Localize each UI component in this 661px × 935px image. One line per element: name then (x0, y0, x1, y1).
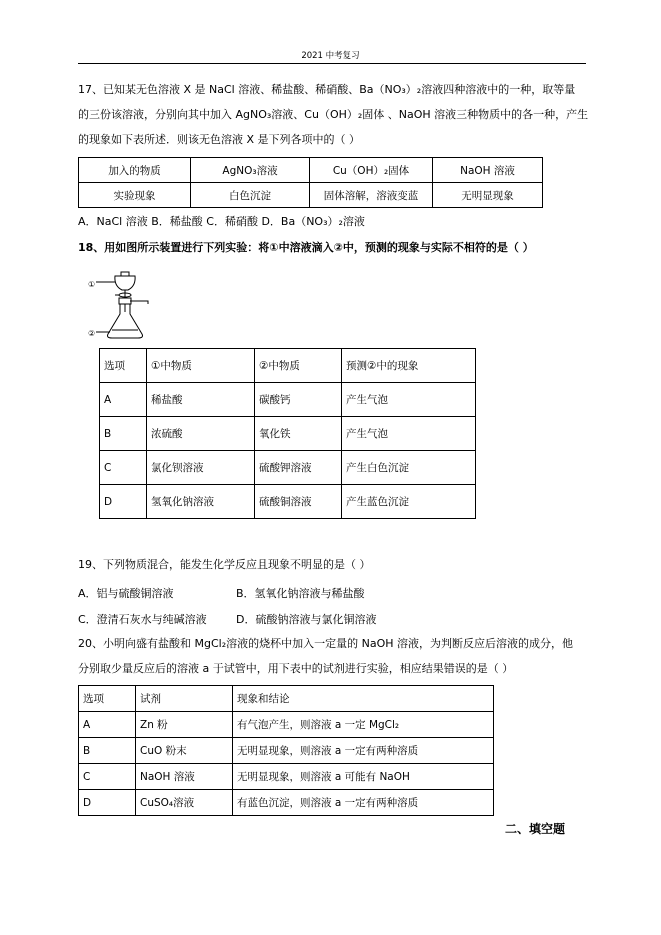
section-title: 二、填空题 (505, 822, 566, 836)
table-cell: 氧化铁 (255, 417, 342, 451)
table-cell: 产生气泡 (342, 383, 476, 417)
table-cell: AgNO₃溶液 (191, 158, 310, 183)
table-cell: Zn 粉 (136, 712, 233, 738)
table-cell: 有气泡产生，则溶液 a 一定 MgCl₂ (233, 712, 494, 738)
q19-option-d: D．硫酸钠溶液与氯化铜溶液 (236, 613, 377, 626)
table-cell: 白色沉淀 (191, 183, 310, 208)
table-row (79, 790, 494, 816)
table-row (79, 686, 494, 712)
q18-table (99, 348, 476, 519)
table-cell: ②中物质 (255, 349, 342, 383)
label-circle-2: ② (88, 329, 96, 338)
table-cell: 选项 (100, 349, 147, 383)
q17-table (78, 157, 543, 208)
q20-table (78, 685, 494, 816)
table-row (79, 183, 543, 208)
table-cell: CuSO₄溶液 (136, 790, 233, 816)
q17-line-1: 17、已知某无色溶液 X 是 NaCl 溶液、稀盐酸、稀硝酸、Ba（NO₃）₂溶液四种溶液中的一种，取等量 (78, 83, 576, 96)
table-cell: 有蓝色沉淀，则溶液 a 一定有两种溶质 (233, 790, 494, 816)
table-cell: 碳酸钙 (255, 383, 342, 417)
table-cell: Cu（OH）₂固体 (310, 158, 433, 183)
table-cell: 产生气泡 (342, 417, 476, 451)
table-row (100, 485, 476, 519)
q17-line-2: 的三份该溶液，分别向其中加入 AgNO₃溶液、Cu（OH）₂固体 、NaOH 溶液三种物质中的各一种，产生 (78, 108, 589, 121)
table-cell: 实验现象 (79, 183, 191, 208)
table-cell: 氢氧化钠溶液 (147, 485, 255, 519)
table-cell: ①中物质 (147, 349, 255, 383)
table-cell: NaOH 溶液 (136, 764, 233, 790)
header-divider (78, 63, 586, 64)
q17-line-3: 的现象如下表所述．则该无色溶液 X 是下列各项中的（ ） (78, 133, 361, 146)
table-row (100, 349, 476, 383)
table-cell: D (79, 790, 136, 816)
table-cell: 试剂 (136, 686, 233, 712)
q19-text: 19、下列物质混合，能发生化学反应且现象不明显的是（ ） (78, 558, 371, 571)
table-cell: 浓硫酸 (147, 417, 255, 451)
table-cell: 硫酸钾溶液 (255, 451, 342, 485)
table-cell: 无明显现象，则溶液 a 一定有两种溶质 (233, 738, 494, 764)
table-row (79, 764, 494, 790)
q20-line-1: 20、小明向盛有盐酸和 MgCl₂溶液的烧杯中加入一定量的 NaOH 溶液，为判断反应后溶液的成分，他 (78, 637, 574, 650)
table-cell: CuO 粉末 (136, 738, 233, 764)
table-cell: 氯化钡溶液 (147, 451, 255, 485)
table-cell: 产生蓝色沉淀 (342, 485, 476, 519)
table-row (79, 738, 494, 764)
table-cell: A (79, 712, 136, 738)
table-cell: B (100, 417, 147, 451)
table-cell: C (79, 764, 136, 790)
q17-options: A．NaCl 溶液 B．稀盐酸 C．稀硝酸 D．Ba（NO₃）₂溶液 (78, 215, 365, 228)
table-cell: A (100, 383, 147, 417)
table-cell: 加入的物质 (79, 158, 191, 183)
table-cell: C (100, 451, 147, 485)
table-cell: B (79, 738, 136, 764)
table-cell: 无明显现象 (433, 183, 543, 208)
table-cell: 现象和结论 (233, 686, 494, 712)
q18-text: 18、用如图所示装置进行下列实验：将①中溶液滴入②中，预测的现象与实际不相符的是（ ） (78, 241, 534, 254)
label-circle-1: ① (88, 280, 96, 289)
q19-option-c: C．澄清石灰水与纯碱溶液 (78, 613, 207, 626)
q19-option-a: A．铝与硫酸铜溶液 (78, 587, 174, 600)
table-cell: 硫酸铜溶液 (255, 485, 342, 519)
table-cell: 固体溶解，溶液变蓝 (310, 183, 433, 208)
table-row (100, 451, 476, 485)
table-row (79, 158, 543, 183)
table-row (100, 383, 476, 417)
q19-option-b: B．氢氧化钠溶液与稀盐酸 (236, 587, 365, 600)
table-cell: 产生白色沉淀 (342, 451, 476, 485)
table-row (79, 712, 494, 738)
flask-apparatus-diagram (90, 268, 170, 344)
table-row (100, 417, 476, 451)
table-cell: 无明显现象，则溶液 a 可能有 NaOH (233, 764, 494, 790)
table-cell: NaOH 溶液 (433, 158, 543, 183)
table-cell: 稀盐酸 (147, 383, 255, 417)
q20-line-2: 分别取少量反应后的溶液 a 于试管中，用下表中的试剂进行实验，相应结果错误的是（ ） (78, 662, 514, 675)
table-cell: D (100, 485, 147, 519)
page-header: 2021 中考复习 (301, 51, 360, 61)
table-cell: 预测②中的现象 (342, 349, 476, 383)
table-cell: 选项 (79, 686, 136, 712)
